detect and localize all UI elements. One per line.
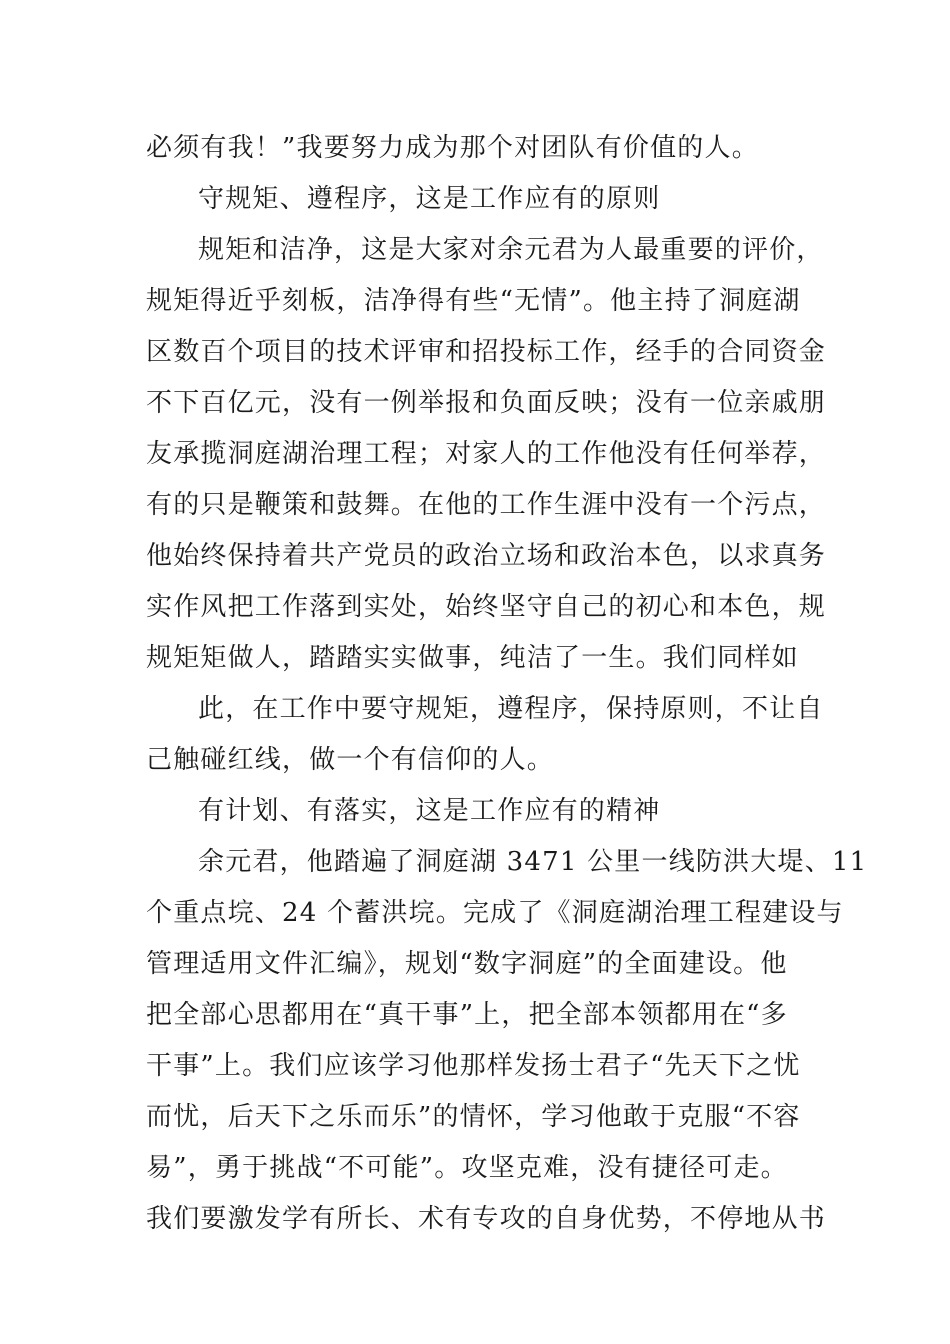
text-line: 友承揽洞庭湖治理工程；对家人的工作他没有任何举荐， — [146, 439, 827, 469]
text-line: 规矩得近乎刻板，洁净得有些“无情”。他主持了洞庭湖 — [146, 286, 801, 316]
section-heading: 守规矩、遵程序，这是工作应有的原则 — [198, 184, 661, 214]
text-line: 此，在工作中要守规矩，遵程序，保持原则，不让自 — [198, 694, 824, 724]
text-line: 而忧，后天下之乐而乐”的情怀，学习他敢于克服“不容 — [146, 1102, 801, 1132]
text-line: 管理适用文件汇编》，规划“数字洞庭”的全面建设。他 — [146, 949, 788, 979]
text-line: 有的只是鞭策和鼓舞。在他的工作生涯中没有一个污点， — [146, 490, 827, 520]
text-line: 易”，勇于挑战“不可能”。攻坚克难，没有捷径可走。 — [146, 1153, 788, 1183]
text-line: 他始终保持着共产党员的政治立场和政治本色，以求真务 — [146, 541, 827, 571]
text-line: 必须有我！”我要努力成为那个对团队有价值的人。 — [146, 133, 759, 163]
text-line: 余元君，他踏遍了洞庭湖 3471 公里一线防洪大堤、11 — [198, 847, 868, 877]
text-line: 我们要激发学有所长、术有专攻的自身优势，不停地从书 — [146, 1204, 827, 1234]
text-line: 个重点垸、24 个蓄洪垸。完成了《洞庭湖治理工程建设与 — [146, 898, 844, 928]
text-line: 区数百个项目的技术评审和招投标工作，经手的合同资金 — [146, 337, 827, 367]
text-line: 把全部心思都用在“真干事”上，把全部本领都用在“多 — [146, 1000, 788, 1030]
text-line: 规矩和洁净，这是大家对余元君为人最重要的评价， — [198, 235, 824, 265]
section-heading: 有计划、有落实，这是工作应有的精神 — [198, 796, 661, 826]
text-line: 规矩矩做人，踏踏实实做事，纯洁了一生。我们同样如 — [146, 643, 799, 673]
text-line: 干事”上。我们应该学习他那样发扬士君子“先天下之忧 — [146, 1051, 801, 1081]
text-line: 不下百亿元，没有一例举报和负面反映；没有一位亲戚朋 — [146, 388, 827, 418]
text-line: 己触碰红线，做一个有信仰的人。 — [146, 745, 555, 775]
text-line: 实作风把工作落到实处，始终坚守自己的初心和本色，规 — [146, 592, 827, 622]
